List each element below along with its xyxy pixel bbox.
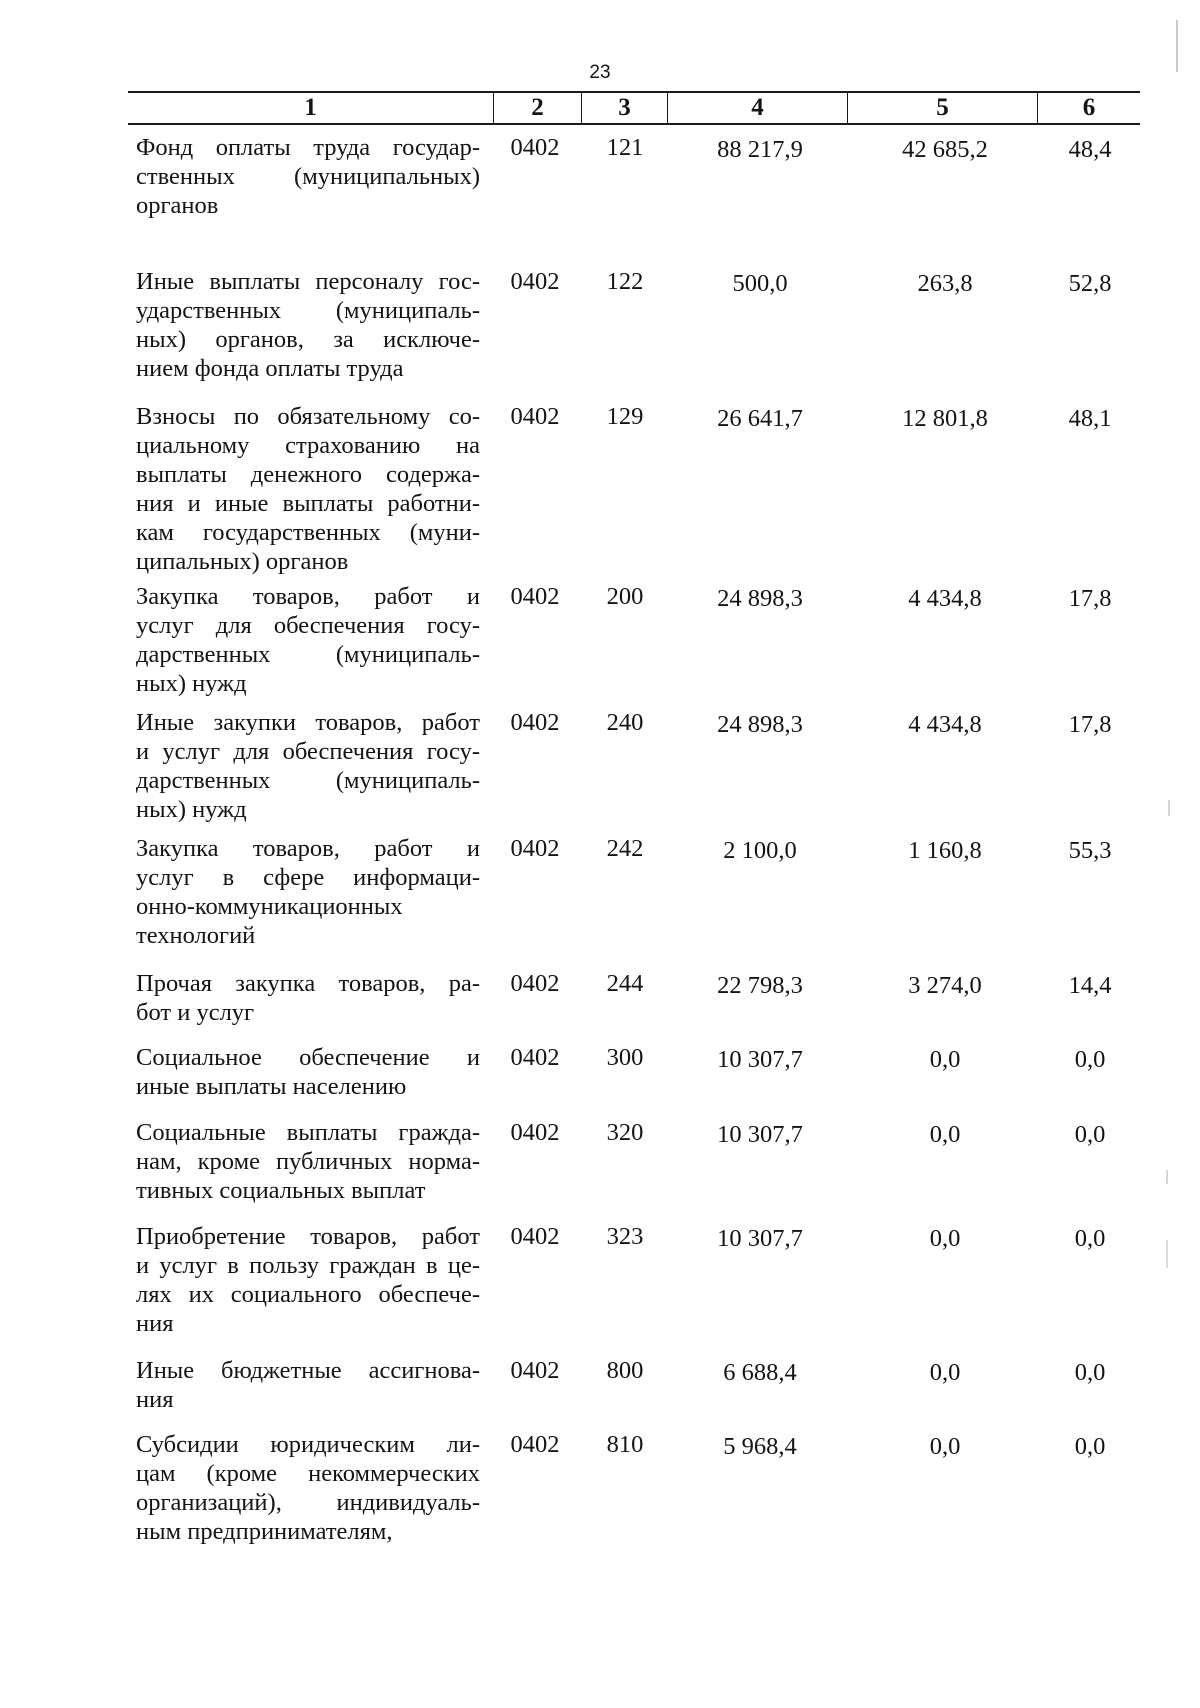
cell-c5: 0,0 <box>929 1121 961 1148</box>
cell-c3: 320 <box>606 1119 644 1146</box>
description-line: ных) нужд <box>136 796 247 823</box>
cell-c2: 0402 <box>510 835 560 862</box>
description-line: Иные закупки товаров, работ <box>136 709 480 736</box>
description-line: услуг в сфере информаци- <box>136 864 480 891</box>
header-col-3: 3 <box>582 93 668 123</box>
row-description <box>136 133 480 220</box>
cell-c4: 500,0 <box>732 270 788 297</box>
row-description <box>136 1430 480 1546</box>
cell-c4: 26 641,7 <box>717 405 803 432</box>
description-line: нием фонда оплаты труда <box>136 355 404 382</box>
cell-c3: 240 <box>606 709 644 736</box>
description-line: Приобретение товаров, работ <box>136 1223 480 1250</box>
cell-c6: 17,8 <box>1068 711 1112 738</box>
description-line: лях их социального обеспече- <box>136 1281 480 1308</box>
scan-artifact <box>1166 1170 1168 1184</box>
cell-c6: 0,0 <box>1074 1433 1106 1460</box>
cell-c6: 0,0 <box>1074 1046 1106 1073</box>
cell-c2: 0402 <box>510 970 560 997</box>
cell-c2: 0402 <box>510 1431 560 1458</box>
cell-c6: 0,0 <box>1074 1225 1106 1252</box>
description-line: ственных (муниципальных) <box>136 163 480 190</box>
header-col-2: 2 <box>494 93 582 123</box>
cell-c4: 2 100,0 <box>723 837 797 864</box>
description-line: Иные выплаты персоналу гос- <box>136 268 480 295</box>
page-number: 23 <box>589 62 611 83</box>
cell-c3: 800 <box>606 1357 644 1384</box>
header-col-1: 1 <box>128 93 494 123</box>
description-line: цам (кроме некоммерческих <box>136 1460 480 1487</box>
description-line: ударственных (муниципаль- <box>136 297 480 324</box>
cell-c4: 6 688,4 <box>723 1359 797 1386</box>
cell-c5: 3 274,0 <box>908 972 982 999</box>
cell-c3: 121 <box>606 134 644 161</box>
description-line: Субсидии юридическим ли- <box>136 1431 480 1458</box>
description-line: ных) органов, за исключе- <box>136 326 480 353</box>
cell-c5: 1 160,8 <box>908 837 982 864</box>
description-line: услуг для обеспечения госу- <box>136 612 480 639</box>
cell-c4: 10 307,7 <box>717 1121 803 1148</box>
cell-c5: 0,0 <box>929 1046 961 1073</box>
cell-c4: 24 898,3 <box>717 585 803 612</box>
cell-c2: 0402 <box>510 403 560 430</box>
cell-c2: 0402 <box>510 1119 560 1146</box>
cell-c5: 0,0 <box>929 1433 961 1460</box>
row-description <box>136 267 480 383</box>
row-description <box>136 834 480 950</box>
description-line: кам государственных (муни- <box>136 519 480 546</box>
description-line: иные выплаты населению <box>136 1073 407 1100</box>
cell-c3: 242 <box>606 835 644 862</box>
cell-c5: 4 434,8 <box>908 585 982 612</box>
cell-c6: 14,4 <box>1068 972 1112 999</box>
row-description <box>136 708 480 824</box>
description-line: технологий <box>136 922 256 949</box>
description-line: и услуг в пользу граждан в це- <box>136 1252 480 1279</box>
scan-artifact <box>1176 20 1178 72</box>
description-line: ния и иные выплаты работни- <box>136 490 480 517</box>
row-description <box>136 1222 480 1338</box>
cell-c2: 0402 <box>510 1223 560 1250</box>
cell-c4: 24 898,3 <box>717 711 803 738</box>
description-line: Социальные выплаты гражда- <box>136 1119 480 1146</box>
cell-c5: 0,0 <box>929 1359 961 1386</box>
row-description <box>136 1356 480 1414</box>
description-line: ципальных) органов <box>136 548 349 575</box>
description-line: дарственных (муниципаль- <box>136 641 480 668</box>
cell-c3: 810 <box>606 1431 644 1458</box>
cell-c3: 129 <box>606 403 644 430</box>
cell-c4: 5 968,4 <box>723 1433 797 1460</box>
cell-c6: 0,0 <box>1074 1121 1106 1148</box>
cell-c4: 88 217,9 <box>717 136 803 163</box>
row-description <box>136 582 480 698</box>
cell-c2: 0402 <box>510 134 560 161</box>
cell-c6: 52,8 <box>1068 270 1112 297</box>
header-col-5: 5 <box>848 93 1038 123</box>
cell-c2: 0402 <box>510 268 560 295</box>
description-line: тивных социальных выплат <box>136 1177 426 1204</box>
cell-c2: 0402 <box>510 1357 560 1384</box>
cell-c6: 48,4 <box>1068 136 1112 163</box>
description-line: Иные бюджетные ассигнова- <box>136 1357 480 1384</box>
description-line: Закупка товаров, работ и <box>136 583 480 610</box>
description-line: Закупка товаров, работ и <box>136 835 480 862</box>
scan-artifact <box>1166 1240 1168 1268</box>
cell-c6: 17,8 <box>1068 585 1112 612</box>
cell-c3: 244 <box>606 970 644 997</box>
cell-c3: 122 <box>606 268 644 295</box>
cell-c3: 200 <box>606 583 644 610</box>
description-line: ния <box>136 1310 174 1337</box>
row-description <box>136 969 480 1027</box>
description-line: циальному страхованию на <box>136 432 480 459</box>
table-header <box>128 91 1140 125</box>
cell-c4: 10 307,7 <box>717 1046 803 1073</box>
description-line: Взносы по обязательному со- <box>136 403 480 430</box>
description-line: Прочая закупка товаров, ра- <box>136 970 480 997</box>
description-line: ным предпринимателям, <box>136 1518 393 1545</box>
description-line: нам, кроме публичных норма- <box>136 1148 480 1175</box>
description-line: организаций), индивидуаль- <box>136 1489 480 1516</box>
header-col-4: 4 <box>668 93 848 123</box>
cell-c2: 0402 <box>510 1044 560 1071</box>
description-line: дарственных (муниципаль- <box>136 767 480 794</box>
description-line: ных) нужд <box>136 670 247 697</box>
cell-c3: 300 <box>606 1044 644 1071</box>
cell-c5: 12 801,8 <box>902 405 988 432</box>
cell-c2: 0402 <box>510 709 560 736</box>
description-line: онно-коммуникационных <box>136 893 403 920</box>
scan-artifact <box>1168 800 1170 816</box>
cell-c4: 22 798,3 <box>717 972 803 999</box>
cell-c6: 0,0 <box>1074 1359 1106 1386</box>
cell-c6: 55,3 <box>1068 837 1112 864</box>
cell-c5: 4 434,8 <box>908 711 982 738</box>
description-line: выплаты денежного содержа- <box>136 461 480 488</box>
row-description <box>136 402 480 576</box>
row-description <box>136 1118 480 1205</box>
description-line: ния <box>136 1386 174 1413</box>
row-description <box>136 1043 480 1101</box>
cell-c5: 0,0 <box>929 1225 961 1252</box>
description-line: Фонд оплаты труда государ- <box>136 134 480 161</box>
description-line: Социальное обеспечение и <box>136 1044 480 1071</box>
cell-c6: 48,1 <box>1068 405 1112 432</box>
description-line: и услуг для обеспечения госу- <box>136 738 480 765</box>
cell-c3: 323 <box>606 1223 644 1250</box>
description-line: органов <box>136 192 219 219</box>
header-col-6: 6 <box>1082 94 1096 121</box>
cell-c4: 10 307,7 <box>717 1225 803 1252</box>
cell-c5: 263,8 <box>917 270 973 297</box>
cell-c2: 0402 <box>510 583 560 610</box>
description-line: бот и услуг <box>136 999 255 1026</box>
cell-c5: 42 685,2 <box>902 136 988 163</box>
